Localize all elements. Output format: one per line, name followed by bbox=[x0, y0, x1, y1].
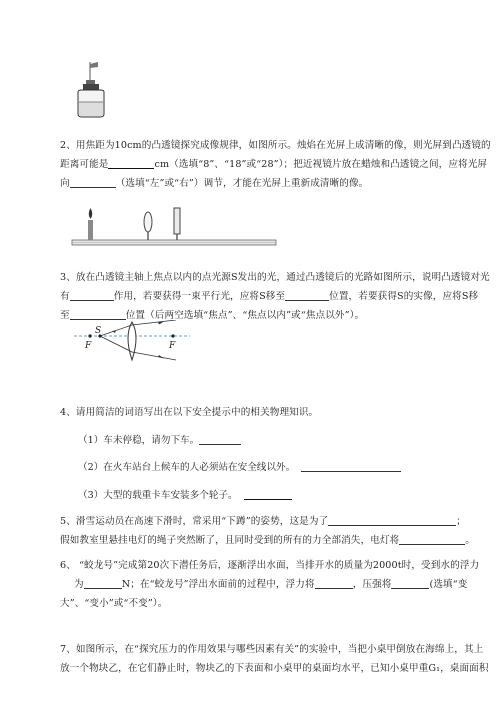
q4-item-3: （3）大型的载重卡车安装多个轮子。 bbox=[78, 486, 292, 505]
question-7 bbox=[60, 640, 489, 678]
q6-answer-blank-3[interactable] bbox=[391, 577, 429, 589]
focus-f-left-label: F bbox=[85, 341, 92, 351]
q4-answer-blank-1[interactable] bbox=[199, 433, 241, 445]
q2-line2: 距离可能是 cm（选填“8”、“18”或“28”）；把近视镜片放在蜡烛和凸透镜之间，应将光屏 bbox=[60, 159, 488, 170]
q3-answer-blank-2[interactable] bbox=[285, 289, 329, 301]
question-4 bbox=[60, 403, 460, 422]
q7-line2: 放一个物块乙，在它们静止时，物块乙的下表面和小桌甲的桌面均水平，已知小桌甲重G₁，桌面面积 bbox=[60, 663, 489, 674]
q6-line1: 6、 “蛟龙号”完成第20次下潜任务后，逐渐浮出水面，当排开水的质量为2000t时，受到水的浮力 bbox=[60, 560, 480, 571]
source-s-label: S bbox=[95, 326, 102, 336]
q6-line3: 大”、“变小”或“不变”）。 bbox=[60, 598, 168, 609]
question-6 bbox=[60, 556, 480, 613]
q2-answer-blank-1[interactable] bbox=[108, 157, 154, 169]
q3-line2: 有 作用，若要获得一束平行光，应将S移至 位置，若要获得S的实像，应将S移 bbox=[60, 291, 479, 302]
q7-line1: 7、如图所示，在“探究压力的作用效果与哪些因素有关”的实验中，当把小桌甲倒放在海绵上，其上 bbox=[60, 644, 484, 655]
q4-item-2: （2）在火车站台上候车的人必须站在安全线以外。 bbox=[78, 458, 401, 477]
q5-answer-blank-2[interactable] bbox=[399, 533, 465, 545]
q4-item-1: （1）车未停稳，请勿下车。 bbox=[78, 431, 241, 450]
question-2 bbox=[60, 136, 491, 193]
q6-answer-blank-1[interactable] bbox=[84, 577, 122, 589]
q3-answer-blank-3[interactable] bbox=[70, 308, 126, 320]
q3-answer-blank-1[interactable] bbox=[70, 289, 114, 301]
q4-answer-blank-2[interactable] bbox=[301, 460, 401, 472]
question-5 bbox=[60, 512, 475, 550]
q6-line2: 为 N；在“蛟龙号”浮出水面前的过程中，浮力将 ，压强将 (选填“变 bbox=[74, 579, 468, 590]
q6-answer-blank-2[interactable] bbox=[315, 577, 353, 589]
q5-answer-blank-1[interactable] bbox=[328, 514, 456, 526]
bottle-apparatus-figure bbox=[72, 58, 112, 118]
focus-f-right-label: F bbox=[169, 341, 176, 351]
optical-bench-figure bbox=[70, 200, 280, 252]
convex-lens-ray-diagram bbox=[72, 320, 192, 368]
q2-answer-blank-2[interactable] bbox=[70, 176, 116, 188]
q3-line3: 至 位置（后两空选填“焦点”、“焦点以内”或“焦点以外”）。 bbox=[60, 310, 365, 321]
q4-intro: 4、请用简洁的词语写出在以下安全提示中的相关物理知识。 bbox=[60, 407, 319, 418]
question-3 bbox=[60, 268, 490, 325]
q5-line1: 5、滑雪运动员在高速下滑时，常采用“下蹲”的姿势，这是为了 ； bbox=[60, 516, 466, 527]
q5-line2: 假如教室里悬挂电灯的绳子突然断了，且同时受到的所有的力全部消失，电灯将 。 bbox=[60, 535, 475, 546]
q2-line3: 向 （选填“左”或“右”）调节，才能在光屏上重新成清晰的像。 bbox=[60, 178, 369, 189]
q3-line1: 3、放在凸透镜主轴上焦点以内的点光源S发出的光，通过凸透镜后的光路如图所示，说明凸透镜对光 bbox=[60, 272, 490, 283]
q2-line1: 2、用焦距为10cm的凸透镜探究成像规律，如图所示。烛焰在光屏上成清晰的像，则光屏到凸透镜的 bbox=[60, 140, 491, 151]
q4-answer-blank-3[interactable] bbox=[244, 488, 292, 500]
